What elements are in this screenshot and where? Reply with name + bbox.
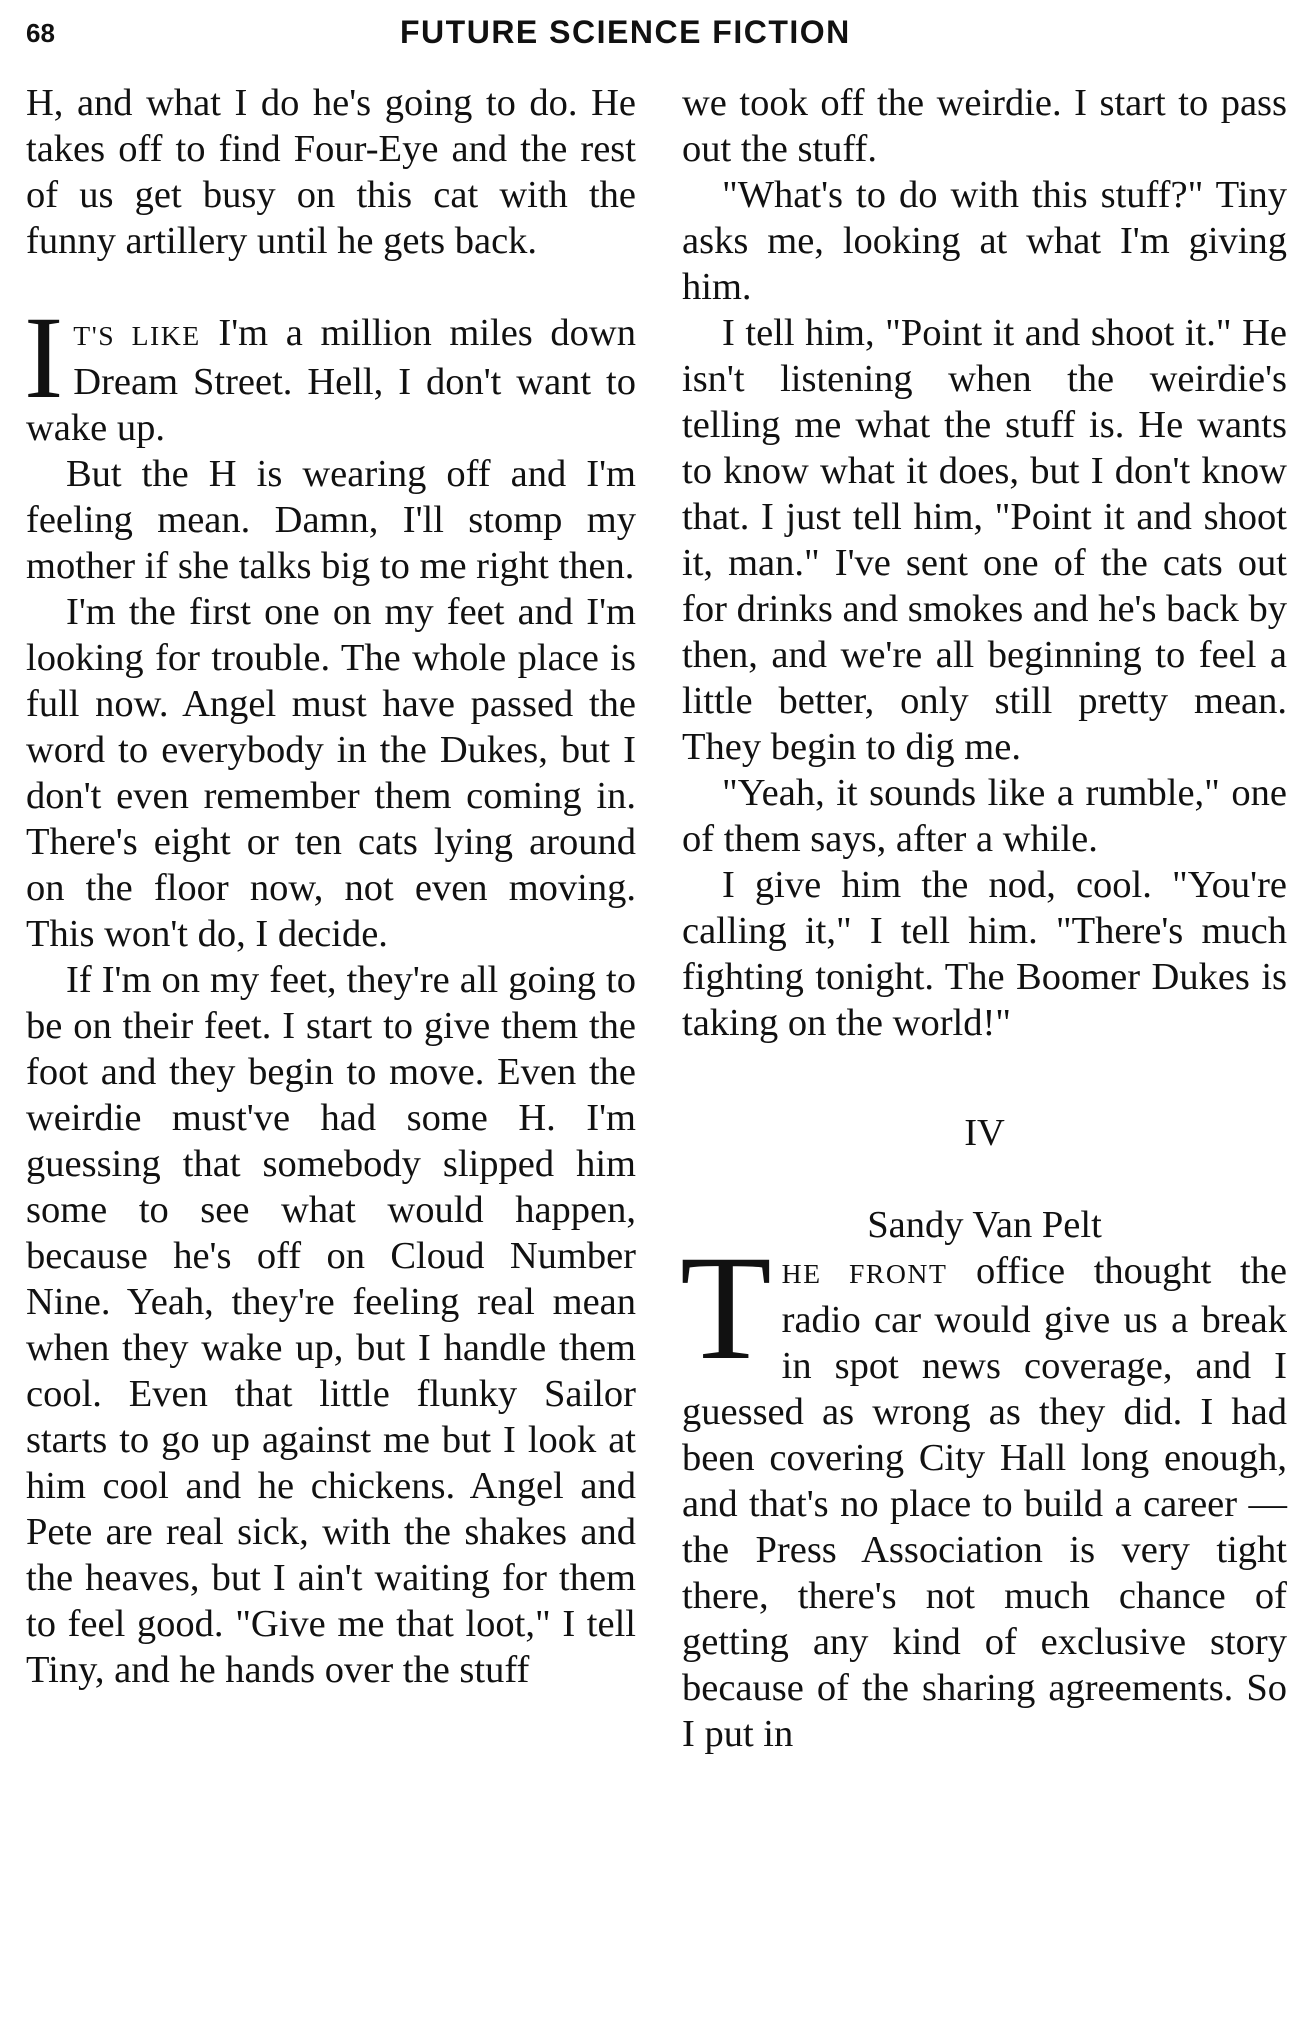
paragraph: H, and what I do he's going to do. He takes off to find Four-Eye and the rest of us get busy on this cat with the funny artillery until he gets back. (26, 82, 636, 262)
running-title: FUTURE SCIENCE FICTION (400, 14, 851, 50)
paragraph: "Yeah, it sounds like a rumble," one of them says, after a while. (682, 772, 1287, 860)
section-author: Sandy Van Pelt (867, 1204, 1102, 1246)
drop-cap: T (680, 1225, 772, 1391)
paragraph-text: I'm a million miles down Dream Street. Hell, I don't want to wake up. (26, 312, 636, 449)
section-number: IV (964, 1112, 1005, 1154)
paragraph: If I'm on my feet, they're all going to be on their feet. I start to give them the foot and they begin to move. Even the weirdie must've had some H. I'm guessing that somebody slipped him some to see what would happen, because he's off on Cloud Number Nine. Yeah, they're feeling real mean when they wake up, but I handle them cool. Even that little flunky Sailor starts to go up against me but I look at him cool and he chickens. Angel and Pete are real sick, with the shakes and the heaves, but I ain't waiting for them to feel good. "Give me that loot," I tell Tiny, and he hands over the stuff (26, 959, 636, 1691)
paragraph: I tell him, "Point it and shoot it." He isn't listening when the weirdie's telling me what the stuff is. He wants to know what it does, but I don't know that. I just tell him, "Point it and shoot it, man." I've sent one of the cats out for drinks and smokes and he's back by then, and we're all beginning to feel a little better, only still pretty mean. They begin to dig me. (682, 312, 1287, 768)
paragraph: But the H is wearing off and I'm feeling mean. Damn, I'll stomp my mother if she talks big to me right then. (26, 453, 636, 587)
paragraph-text: office thought the radio car would give us a break in spot news coverage, and I guessed as wrong as they did. I had been covering City Hall long enough, and that's no place to build a career —the Press Association is very tight there, there's not much chance of getting any kind of exclusive story because of the sharing agreements. So I put in (682, 1250, 1288, 1755)
paragraph: we took off the weirdie. I start to pass out the stuff. (682, 82, 1287, 170)
small-caps-lead: HE FRONT (781, 1258, 948, 1289)
drop-cap: I (24, 292, 64, 423)
dropcap-paragraph (24, 292, 636, 451)
paragraph: "What's to do with this stuff?" Tiny asks me, looking at what I'm giving him. (682, 174, 1287, 308)
small-caps-lead: T'S LIKE (73, 320, 201, 351)
page-header (0, 6, 1309, 58)
left-column (26, 80, 636, 1693)
paragraph: I'm the first one on my feet and I'm looking for trouble. The whole place is full now. Angel must have passed the word to everybody in the Dukes, but I don't even remember them coming in. There's eight or ten cats lying around on the floor now, not even moving. This won't do, I decide. (26, 591, 636, 955)
page-number: 68 (26, 18, 55, 48)
right-column (682, 80, 1287, 1757)
paragraph: I give him the nod, cool. "You're calling it," I tell him. "There's much fighting tonight. The Boomer Dukes is taking on the world!" (682, 864, 1287, 1044)
